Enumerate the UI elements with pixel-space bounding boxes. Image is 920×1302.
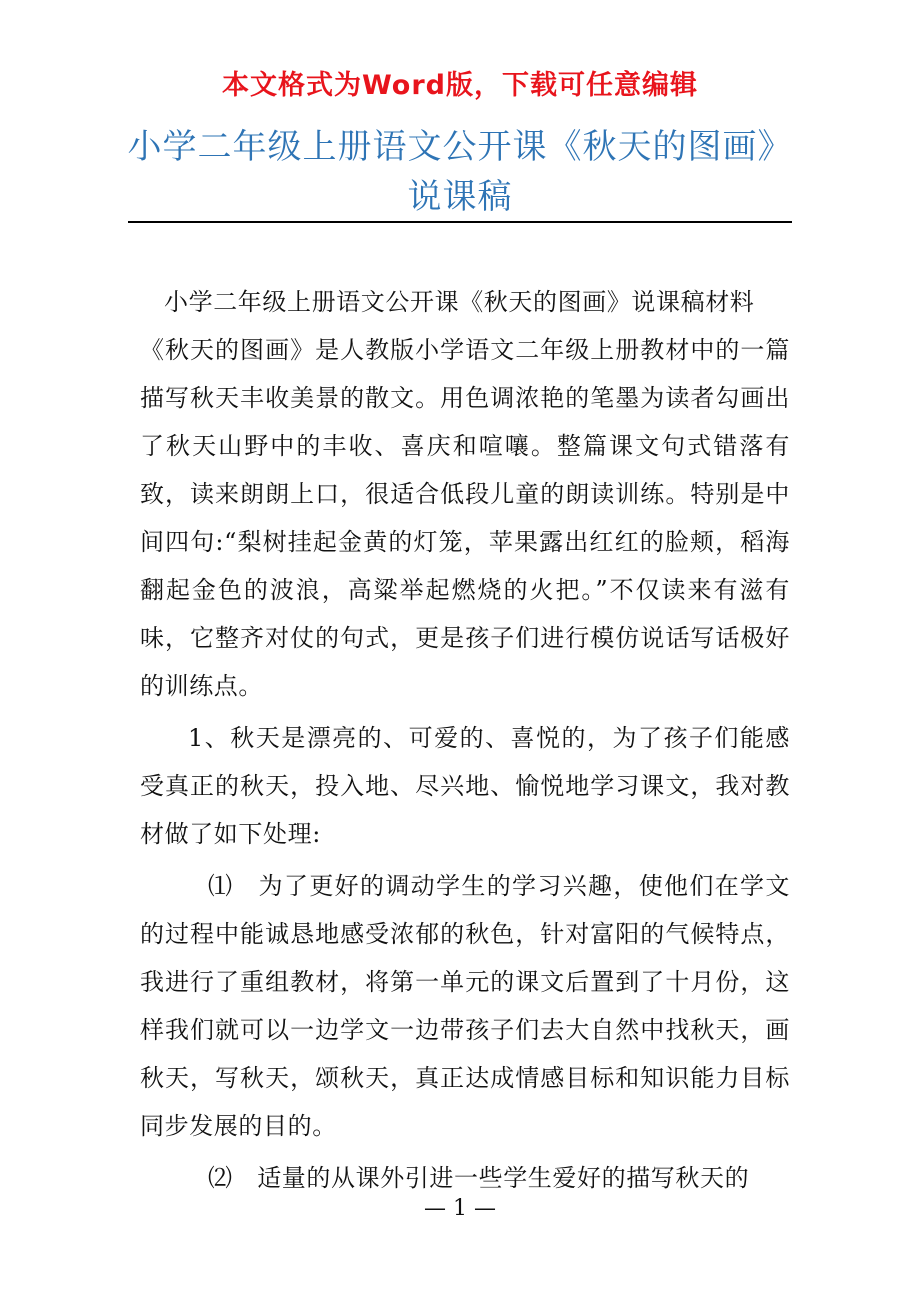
document-title: [0, 122, 920, 222]
format-notice-banner: 本文格式为Word版，下载可任意编辑: [221, 70, 698, 101]
document-body: [140, 278, 790, 1202]
title-line-2: 说课稿: [407, 177, 513, 217]
title-divider: [128, 221, 792, 223]
title-line-1: 小学二年级上册语文公开课《秋天的图画》: [127, 127, 793, 167]
paragraph-subpoint-1: ⑴ 为了更好的调动学生的学习兴趣，使他们在学文的过程中能诚恳地感受浓郁的秋色，针对富阳的气候特点，我进行了重组教材，将第一单元的课文后置到了十月份，这样我们就可以一边学文一边带孩子们去大自然中找秋天，画秋天，写秋天，颂秋天，真正达成情感目标和知识能力目标同步发展的目的。: [140, 872, 790, 1140]
paragraph-subtitle: 小学二年级上册语文公开课《秋天的图画》说课稿材料: [164, 288, 755, 316]
paragraph-point-1: 1、秋天是漂亮的、可爱的、喜悦的，为了孩子们能感受真正的秋天，投入地、尽兴地、愉悦地学习课文，我对教材做了如下处理:: [140, 724, 790, 848]
page-number: — 1 —: [424, 1196, 496, 1221]
paragraph-subpoint-2: ⑵ 适量的从课外引进一些学生爱好的描写秋天的: [208, 1164, 750, 1192]
paragraph-intro: 《秋天的图画》是人教版小学语文二年级上册教材中的一篇描写秋天丰收美景的散文。用色调浓艳的笔墨为读者勾画出了秋天山野中的丰收、喜庆和喧嚷。整篇课文句式错落有致，读来朗朗上口，很适合低段儿童的朗读训练。特别是中间四句:“梨树挂起金黄的灯笼，苹果露出红红的脸颊，稻海翻起金色的波浪，高粱举起燃烧的火把。”不仅读来有滋有味，它整齐对仗的句式，更是孩子们进行模仿说话写话极好的训练点。: [140, 336, 790, 700]
